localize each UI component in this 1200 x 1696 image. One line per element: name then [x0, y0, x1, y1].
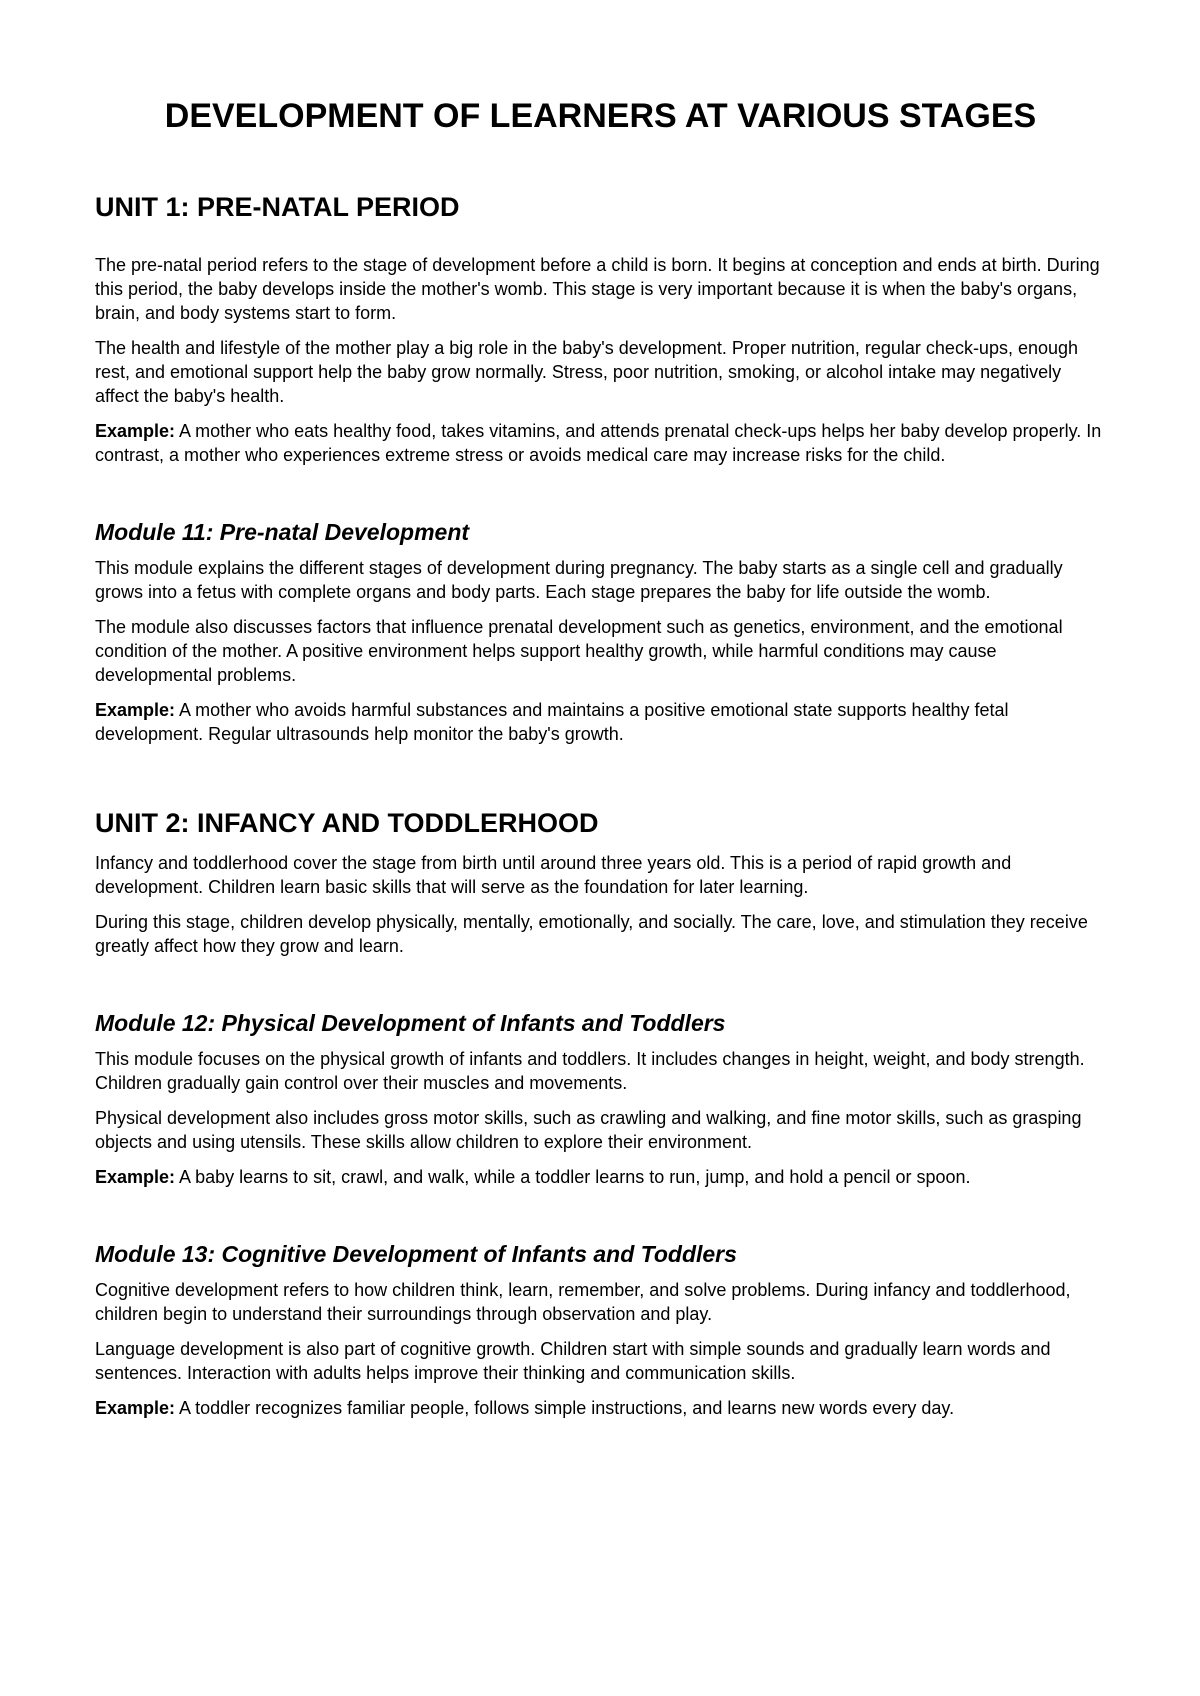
spacer: [95, 969, 1106, 1009]
unit-1-paragraph-2: The health and lifestyle of the mother play a big role in the baby's development. Proper nutrition, regular check-ups, enough rest, and emotional support help the baby grow normally. Stress, poor nutrition, smoking, or alcohol intake may negatively affect the baby's health.: [95, 338, 1079, 406]
example-label: Example:: [95, 1398, 176, 1418]
module-13-heading: Module 13: Cognitive Development of Infants and Toddlers: [95, 1241, 737, 1267]
unit-2-paragraph-2: During this stage, children develop physically, mentally, emotionally, and socially. The care, love, and stimulation they receive greatly affect how they grow and learn.: [95, 912, 1088, 956]
spacer: [95, 478, 1106, 518]
unit-2-section: [95, 807, 1106, 958]
module-13-example: [95, 1396, 1106, 1420]
module-11-paragraph-2: The module also discusses factors that influence prenatal development such as genetics, environment, and the emotional condition of the mother. A positive environment helps support healthy growth, while harmful conditions may cause developmental problems.: [95, 617, 1063, 685]
unit-1-heading: UNIT 1: PRE-NATAL PERIOD: [95, 192, 460, 222]
module-13-section: [95, 1240, 1106, 1420]
module-11-section: [95, 518, 1106, 746]
example-text: A baby learns to sit, crawl, and walk, while a toddler learns to run, jump, and hold a pencil or spoon.: [175, 1167, 971, 1187]
module-12-heading: Module 12: Physical Development of Infants and Toddlers: [95, 1010, 726, 1036]
unit-1-section: [95, 191, 1106, 467]
module-13-paragraph-1: Cognitive development refers to how children think, learn, remember, and solve problems. During infancy and toddlerhood, children begin to understand their surroundings through observation and play.: [95, 1280, 1071, 1324]
example-label: Example:: [95, 1167, 176, 1187]
example-label: Example:: [95, 700, 176, 720]
example-text: A mother who avoids harmful substances and maintains a positive emotional state supports healthy fetal development. Regular ultrasounds help monitor the baby's growth.: [95, 700, 1009, 744]
spacer: [95, 1200, 1106, 1240]
module-12-example: [95, 1165, 1106, 1189]
spacer: [95, 757, 1106, 807]
module-11-example: [95, 698, 1106, 746]
example-text: A mother who eats healthy food, takes vitamins, and attends prenatal check-ups helps her baby develop properly. In contrast, a mother who experiences extreme stress or avoids medical care may increase risks for the child.: [95, 421, 1102, 465]
unit-1-paragraph-1: The pre-natal period refers to the stage of development before a child is born. It begins at conception and ends at birth. During this period, the baby develops inside the mother's womb. This stage is very important because it is when the baby's organs, brain, and body systems start to form.: [95, 255, 1100, 323]
module-11-paragraph-1: This module explains the different stages of development during pregnancy. The baby starts as a single cell and gradually grows into a fetus with complete organs and body parts. Each stage prepares the baby for life outside the womb.: [95, 558, 1063, 602]
unit-2-heading: UNIT 2: INFANCY AND TODDLERHOOD: [95, 808, 599, 838]
module-12-paragraph-1: This module focuses on the physical growth of infants and toddlers. It includes changes in height, weight, and body strength. Children gradually gain control over their muscles and movements.: [95, 1049, 1085, 1093]
module-11-heading: Module 11: Pre-natal Development: [95, 519, 470, 545]
unit-1-example: [95, 419, 1106, 467]
document-title: DEVELOPMENT OF LEARNERS AT VARIOUS STAGES: [164, 97, 1037, 135]
module-12-section: [95, 1009, 1106, 1189]
example-label: Example:: [95, 421, 176, 441]
unit-2-paragraph-1: Infancy and toddlerhood cover the stage from birth until around three years old. This is a period of rapid growth and development. Children learn basic skills that will serve as the foundation for later learning.: [95, 853, 1012, 897]
example-text: A toddler recognizes familiar people, follows simple instructions, and learns new words every day.: [175, 1398, 955, 1418]
module-12-paragraph-2: Physical development also includes gross motor skills, such as crawling and walking, and fine motor skills, such as grasping objects and using utensils. These skills allow children to explore their environment.: [95, 1108, 1082, 1152]
module-13-paragraph-2: Language development is also part of cognitive growth. Children start with simple sounds and gradually learn words and sentences. Interaction with adults helps improve their thinking and communication skills.: [95, 1339, 1051, 1383]
